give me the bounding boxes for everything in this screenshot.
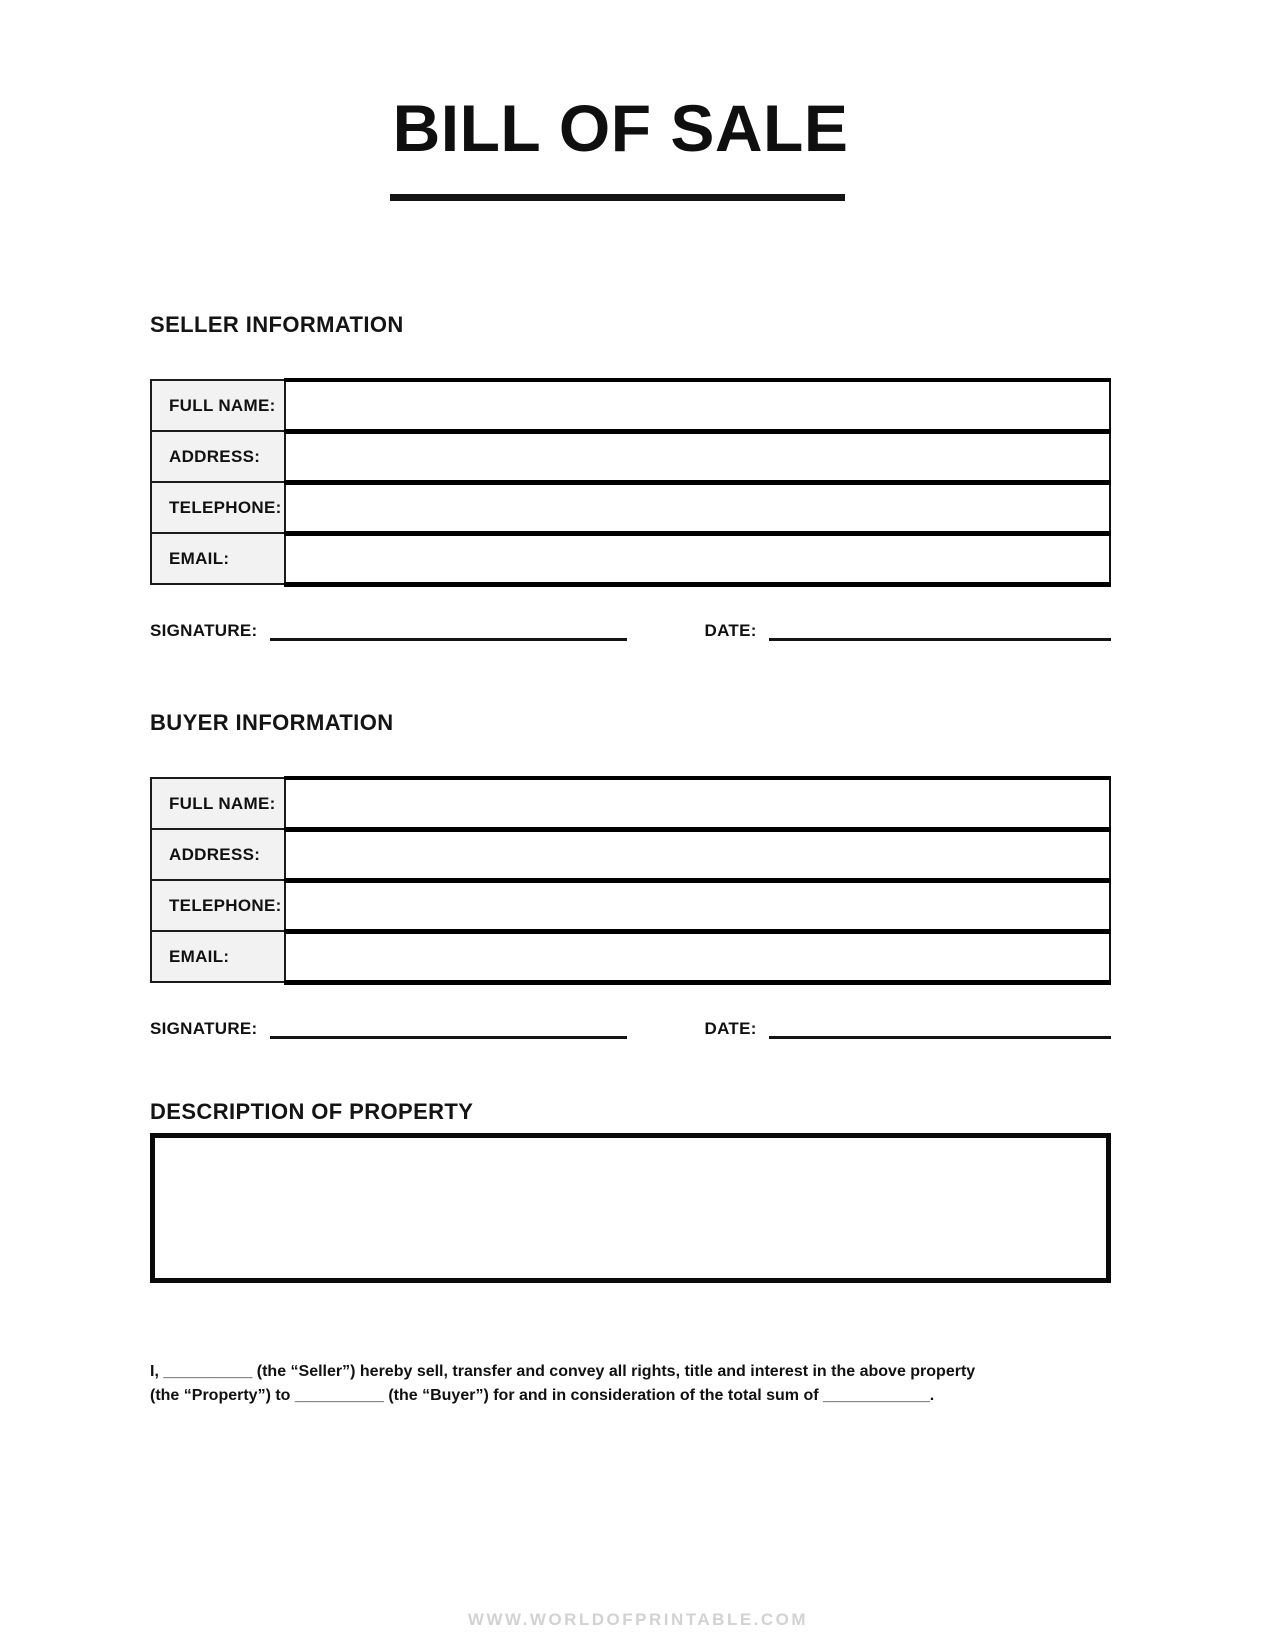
table-row: [151, 533, 1110, 584]
buyer-section-heading: BUYER INFORMATION: [150, 710, 394, 735]
table-row: [151, 380, 1110, 431]
seller-address-input[interactable]: [285, 431, 1110, 482]
buyer-address-input[interactable]: [285, 829, 1110, 880]
table-row: [151, 931, 1110, 982]
seller-telephone-label: TELEPHONE:: [151, 482, 285, 533]
seller-date-line[interactable]: [769, 621, 1111, 641]
buyer-full-name-input[interactable]: [285, 778, 1110, 829]
seller-signature-row: [150, 621, 1111, 641]
buyer-date-label: DATE:: [704, 1019, 757, 1038]
seller-signature-label: SIGNATURE:: [150, 621, 258, 640]
seller-signature-line[interactable]: [270, 621, 627, 641]
buyer-signature-label: SIGNATURE:: [150, 1019, 258, 1038]
buyer-date-line[interactable]: [769, 1019, 1111, 1039]
buyer-telephone-input[interactable]: [285, 880, 1110, 931]
seller-full-name-label: FULL NAME:: [151, 380, 285, 431]
seller-full-name-input[interactable]: [285, 380, 1110, 431]
buyer-address-label: ADDRESS:: [151, 829, 285, 880]
legal-paragraph: [150, 1360, 1060, 1408]
buyer-email-label: EMAIL:: [151, 931, 285, 982]
legal-line-2: (the “Property”) to __________ (the “Buyer”) for and in consideration of the total sum of ____________.: [150, 1387, 935, 1404]
seller-telephone-input[interactable]: [285, 482, 1110, 533]
buyer-telephone-label: TELEPHONE:: [151, 880, 285, 931]
buyer-signature-line[interactable]: [270, 1019, 627, 1039]
buyer-full-name-label: FULL NAME:: [151, 778, 285, 829]
buyer-email-input[interactable]: [285, 931, 1110, 982]
legal-line-1: I, __________ (the “Seller”) hereby sell, transfer and convey all rights, title and interest in the above property: [150, 1363, 976, 1380]
table-row: [151, 482, 1110, 533]
seller-section-heading: SELLER INFORMATION: [150, 312, 404, 337]
seller-info-table: [150, 378, 1111, 587]
buyer-info-table: [150, 776, 1111, 985]
page-title: BILL OF SALE: [392, 91, 849, 165]
seller-address-label: ADDRESS:: [151, 431, 285, 482]
footer-website-text: WWW.WORLDOFPRINTABLE.COM: [467, 1610, 809, 1629]
seller-email-label: EMAIL:: [151, 533, 285, 584]
table-row: [151, 778, 1110, 829]
seller-email-input[interactable]: [285, 533, 1110, 584]
property-description-input[interactable]: [150, 1133, 1111, 1283]
table-row: [151, 431, 1110, 482]
table-row: [151, 880, 1110, 931]
table-row: [151, 829, 1110, 880]
property-section-heading: DESCRIPTION OF PROPERTY: [150, 1099, 474, 1124]
buyer-signature-row: [150, 1019, 1111, 1039]
seller-date-label: DATE:: [704, 621, 757, 640]
title-underline-divider: [390, 194, 845, 201]
